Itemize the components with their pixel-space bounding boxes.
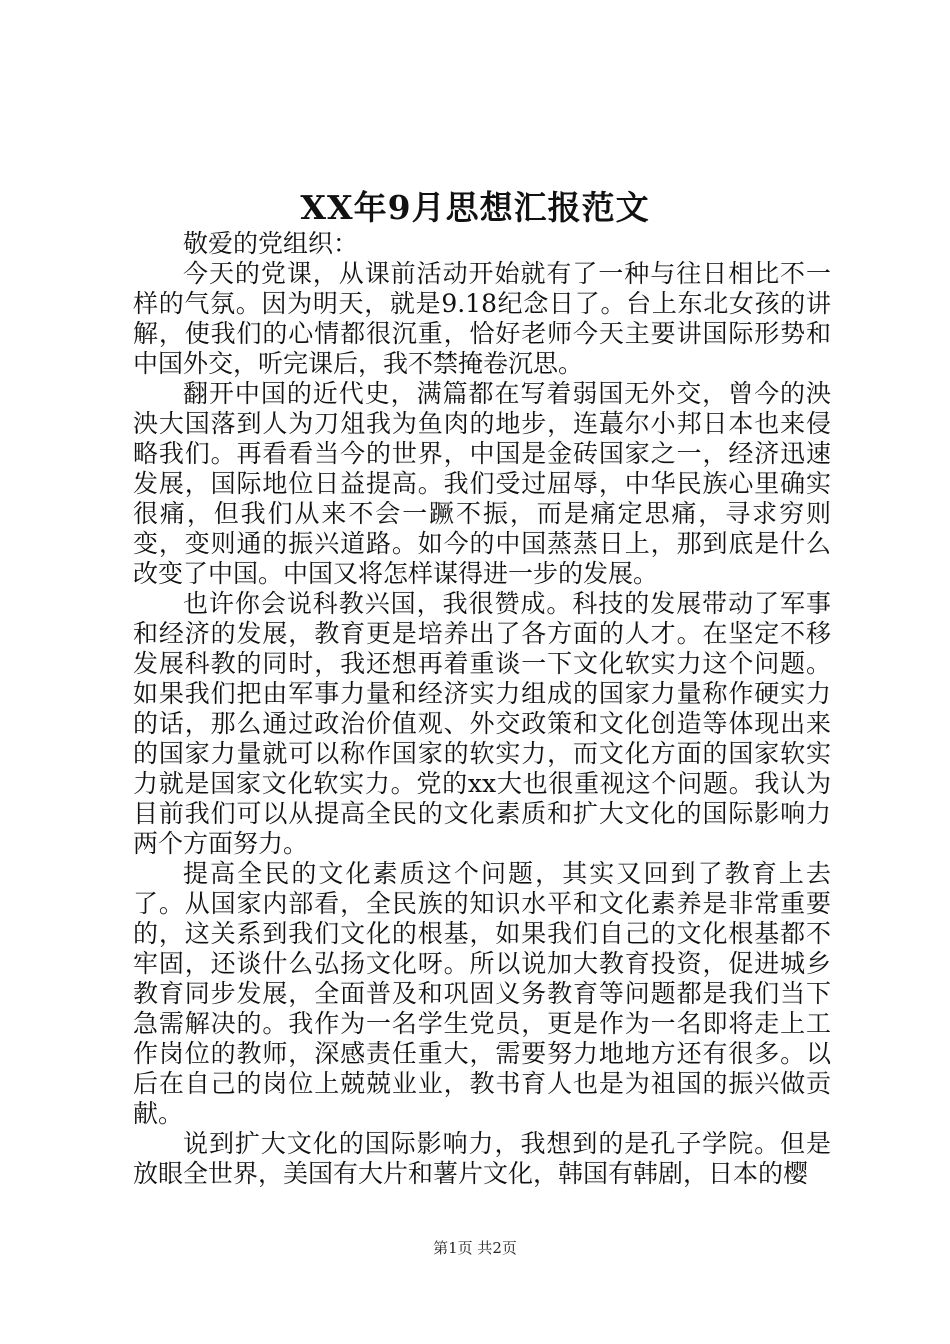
paragraph: 提高全民的文化素质这个问题，其实又回到了教育上去了。从国家内部看，全民族的知识水平和文化素养是非常重要的，这关系到我们文化的根基，如果我们自己的文化根基都不牢固，还谈什么弘扬文化呀。所以说加大教育投资，促进城乡教育同步发展，全面普及和巩固义务教育等问题都是我们当下急需解决的。我作为一名学生党员，更是作为一名即将走上工作岗位的教师，深感责任重大，需要努力地地方还有很多。以后在自己的岗位上兢兢业业，教书育人也是为祖国的振兴做贡献。: [133, 859, 831, 1128]
paragraph: 说到扩大文化的国际影响力，我想到的是孔子学院。但是放眼全世界，美国有大片和薯片文化，韩国有韩剧，日本的樱: [133, 1129, 831, 1188]
paragraph: 也许你会说科教兴国，我很赞成。科技的发展带动了军事和经济的发展，教育更是培养出了各方面的人才。在坚定不移发展科教的同时，我还想再着重谈一下文化软实力这个问题。如果我们把由军事力量和经济实力组成的国家力量称作硬实力的话，那么通过政治价值观、外交政策和文化创造等体现出来的国家力量就可以称作国家的软实力，而文化方面的国家软实力就是国家文化软实力。党的xx大也很重视这个问题。我认为目前我们可以从提高全民的文化素质和扩大文化的国际影响力两个方面努力。: [133, 589, 831, 858]
document-body: [133, 229, 831, 1189]
paragraph-salutation: 敬爱的党组织：: [183, 229, 359, 258]
paragraph: 今天的党课，从课前活动开始就有了一种与往日相比不一样的气氛。因为明天，就是9.18纪念日了。台上东北女孩的讲解，使我们的心情都很沉重，恰好老师今天主要讲国际形势和中国外交，听完课后，我不禁掩卷沉思。: [133, 259, 831, 378]
paragraph: 翻开中国的近代史，满篇都在写着弱国无外交，曾今的泱泱大国落到人为刀俎我为鱼肉的地步，连蕞尔小邦日本也来侵略我们。再看看当今的世界，中国是金砖国家之一，经济迅速发展，国际地位日益提高。我们受过屈辱，中华民族心里确实很痛，但我们从来不会一蹶不振，而是痛定思痛，寻求穷则变，变则通的振兴道路。如今的中国蒸蒸日上，那到底是什么改变了中国。中国又将怎样谋得进一步的发展。: [133, 379, 831, 588]
document-title: XX年9月思想汇报范文: [300, 188, 650, 227]
page-number-footer: 第1页 共2页: [433, 1239, 517, 1257]
